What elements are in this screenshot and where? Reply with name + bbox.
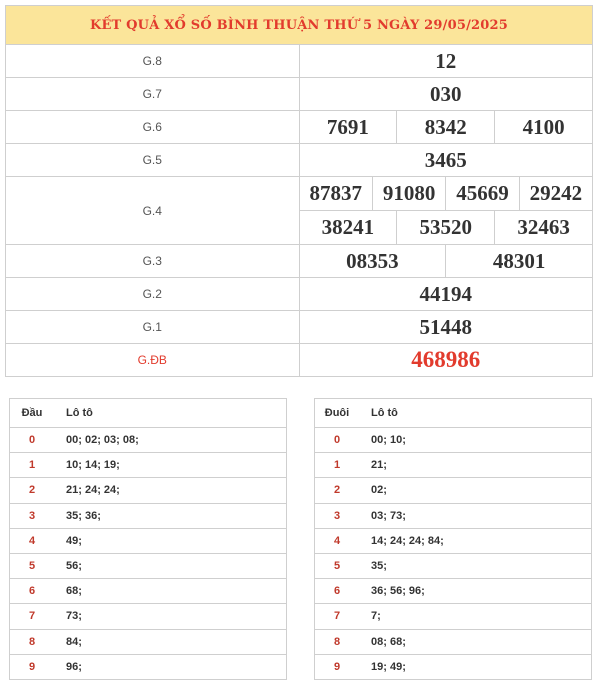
loto-key: 3	[333, 509, 341, 522]
loto-values: 96;	[66, 660, 82, 673]
loto-key: 2	[333, 484, 341, 497]
prize-g6-number: 8342	[396, 111, 494, 143]
prize-g6-cell	[299, 111, 593, 144]
prize-g8-number: 12	[299, 45, 593, 78]
loto-values: 68;	[66, 585, 82, 598]
loto-values: 14; 24; 24; 84;	[371, 534, 444, 547]
loto-values: 21; 24; 24;	[66, 484, 120, 497]
loto-row	[10, 655, 286, 679]
prize-label-g4: G.4	[6, 177, 300, 245]
loto-row	[315, 453, 591, 478]
prize-g4-number: 32463	[494, 211, 592, 244]
loto-head-table	[9, 398, 287, 680]
prize-g6-number: 4100	[494, 111, 592, 143]
loto-values: 35;	[371, 560, 387, 573]
loto-key: 7	[28, 610, 36, 623]
prize-g4-number: 29242	[519, 177, 592, 210]
prize-g6-number: 7691	[326, 114, 369, 139]
results-table	[5, 5, 593, 377]
prize-label-special: G.ĐB	[6, 344, 300, 377]
loto-key: 0	[333, 434, 341, 447]
loto-values: 73;	[66, 610, 82, 623]
prize-g3-cell	[299, 245, 593, 278]
loto-key: 5	[333, 560, 341, 573]
loto-row	[315, 554, 591, 579]
loto-key: 2	[28, 484, 36, 497]
loto-row	[10, 478, 286, 503]
header-loto: Lô tô	[66, 407, 93, 419]
results-title: KẾT QUẢ XỔ SỐ BÌNH THUẬN THỨ 5 NGÀY 29/05/2025	[6, 6, 593, 45]
prize-label-g5: G.5	[6, 144, 300, 177]
loto-values: 35; 36;	[66, 509, 101, 522]
loto-key: 8	[333, 635, 341, 648]
loto-key: 4	[333, 534, 341, 547]
loto-tail-table	[314, 398, 592, 680]
prize-label-g6: G.6	[6, 111, 300, 144]
loto-values: 84;	[66, 635, 82, 648]
loto-key: 3	[28, 509, 36, 522]
loto-values: 10; 14; 19;	[66, 459, 120, 472]
loto-values: 49;	[66, 534, 82, 547]
prize-g4-number: 87837	[309, 181, 362, 205]
loto-row	[315, 655, 591, 679]
loto-values: 36; 56; 96;	[371, 585, 425, 598]
loto-values: 7;	[371, 610, 381, 623]
loto-key: 1	[28, 459, 36, 472]
prize-g4-number: 45669	[445, 177, 518, 210]
loto-head-header	[10, 399, 286, 428]
prize-g2-number: 44194	[299, 278, 593, 311]
loto-tail-header	[315, 399, 591, 428]
prize-g4-number: 38241	[321, 215, 375, 239]
prize-g3-number: 48301	[445, 245, 592, 277]
loto-row	[315, 504, 591, 529]
loto-row	[315, 428, 591, 453]
loto-values: 00; 10;	[371, 434, 406, 447]
prize-g1-number: 51448	[299, 311, 593, 344]
prize-g5-number: 3465	[299, 144, 593, 177]
loto-row	[315, 630, 591, 655]
loto-row	[315, 579, 591, 604]
prize-label-g8: G.8	[6, 45, 300, 78]
loto-row	[315, 478, 591, 503]
loto-key: 1	[333, 459, 341, 472]
loto-row	[10, 453, 286, 478]
prize-special-number: 468986	[299, 344, 593, 377]
header-dau: Đầu	[21, 407, 43, 419]
loto-values: 08; 68;	[371, 635, 406, 648]
loto-key: 8	[28, 635, 36, 648]
loto-key: 5	[28, 560, 36, 573]
loto-row	[10, 579, 286, 604]
loto-row	[315, 529, 591, 554]
prize-label-g3: G.3	[6, 245, 300, 278]
loto-row	[10, 554, 286, 579]
prize-label-g7: G.7	[6, 78, 300, 111]
loto-values: 56;	[66, 560, 82, 573]
loto-row	[10, 630, 286, 655]
prize-label-g2: G.2	[6, 278, 300, 311]
loto-key: 0	[28, 434, 36, 447]
loto-row	[10, 529, 286, 554]
prize-g7-number: 030	[299, 78, 593, 111]
prize-g4-number: 91080	[372, 177, 445, 210]
loto-row	[315, 604, 591, 629]
loto-row	[10, 604, 286, 629]
loto-values: 00; 02; 03; 08;	[66, 434, 139, 447]
loto-values: 03; 73;	[371, 509, 406, 522]
loto-key: 6	[28, 585, 36, 598]
loto-values: 02;	[371, 484, 387, 497]
loto-row	[10, 428, 286, 453]
prize-g4-number: 53520	[396, 211, 494, 244]
loto-key: 9	[333, 660, 341, 673]
loto-row	[10, 504, 286, 529]
header-duoi: Đuôi	[324, 407, 350, 419]
prize-g3-number: 08353	[346, 248, 399, 273]
prize-g4-cell	[299, 177, 593, 245]
loto-key: 4	[28, 534, 36, 547]
prize-label-g1: G.1	[6, 311, 300, 344]
loto-values: 21;	[371, 459, 387, 472]
header-loto: Lô tô	[371, 407, 398, 419]
loto-key: 6	[333, 585, 341, 598]
loto-values: 19; 49;	[371, 660, 406, 673]
loto-key: 7	[333, 610, 341, 623]
loto-key: 9	[28, 660, 36, 673]
